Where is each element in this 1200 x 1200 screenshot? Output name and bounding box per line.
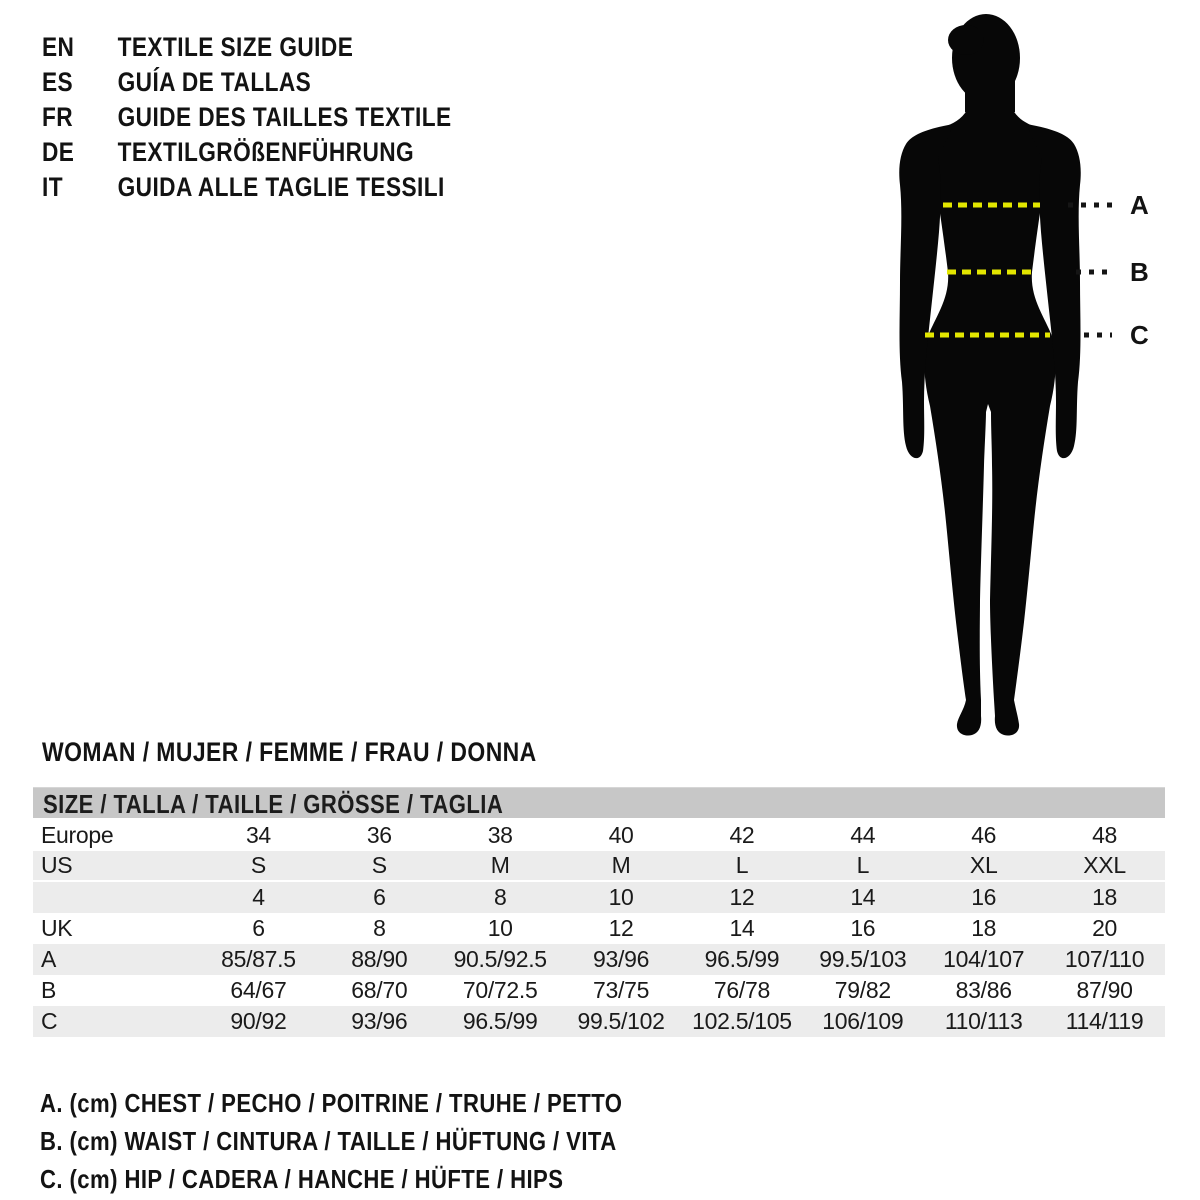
cell: 96.5/99 [704,946,780,972]
section-title-woman: WOMAN / MUJER / FEMME / FRAU / DONNA [42,737,537,767]
lang-code-it: IT [42,172,63,202]
cell: 4 [252,884,265,910]
cell: 93/96 [593,946,650,972]
lang-row-en [42,30,452,65]
cell: 44 [850,822,876,848]
cell: 85/87.5 [221,946,296,972]
cell: L [735,852,749,878]
cell: S [371,852,387,878]
cell: 68/70 [351,977,408,1003]
woman-silhouette-figure [860,10,1120,740]
note-hip: C. (cm) HIP / CADERA / HANCHE / HÜFTE / HIPS [40,1164,564,1194]
lang-code-es: ES [42,67,74,97]
lang-row-es [42,65,452,100]
cell: 79/82 [834,977,891,1003]
table-row-uk [33,913,1165,944]
cell: 12 [729,884,755,910]
cell: 6 [373,884,386,910]
cell: 114/119 [1065,1008,1144,1034]
cell: 10 [487,915,513,941]
table-row-europe [33,820,1165,851]
table-row-us [33,851,1165,882]
lang-label-it: GUIDA ALLE TAGLIE TESSILI [117,172,445,202]
cell: 8 [493,884,507,910]
cell: 38 [487,822,513,848]
cell: 99.5/102 [577,1008,665,1034]
size-table-header-label: SIZE / TALLA / TAILLE / GRÖSSE / TAGLIA [43,789,504,819]
table-row-hip-c [33,1006,1165,1037]
lang-row-fr [42,100,452,135]
cell: 40 [608,822,634,848]
cell: 70/72.5 [462,977,538,1003]
cell: 83/86 [955,977,1012,1003]
cell: M [611,852,631,878]
cell: 106/109 [822,1008,904,1034]
cell: 20 [1092,915,1118,941]
row-label: B [41,977,57,1003]
row-label: Europe [41,822,114,848]
cell: 90/92 [230,1008,287,1034]
lang-code-de: DE [42,137,75,167]
cell: 16 [971,884,997,910]
waist-marker-label: B [1130,257,1149,287]
cell: 107/110 [1064,946,1145,972]
lang-label-en: TEXTILE SIZE GUIDE [117,32,354,62]
cell: 64/67 [230,977,287,1003]
cell: 42 [729,822,755,848]
cell: 34 [245,822,271,848]
lang-label-es: GUÍA DE TALLAS [117,67,312,97]
row-label: C [41,1008,58,1034]
cell: XXL [1083,852,1126,878]
cell: 73/75 [593,977,650,1003]
cell: 14 [729,915,755,941]
measurement-notes [40,1084,622,1198]
cell: 96.5/99 [462,1008,538,1034]
lang-label-de: TEXTILGRÖßENFÜHRUNG [117,137,415,167]
note-chest: A. (cm) CHEST / PECHO / POITRINE / TRUHE / PETTO [40,1088,623,1118]
cell: 14 [850,884,876,910]
row-label: US [41,852,73,878]
cell: 10 [608,884,634,910]
silhouette-hair [948,25,984,55]
cell: M [490,852,510,878]
cell: 16 [850,915,876,941]
cell: 110/113 [944,1008,1023,1034]
lang-label-fr: GUIDE DES TAILLES TEXTILE [117,102,452,132]
row-label: A [41,946,57,972]
cell: 8 [373,915,386,941]
cell: 46 [971,822,997,848]
cell: L [856,852,870,878]
cell: 88/90 [351,946,408,972]
chest-marker-label: A [1130,190,1149,220]
cell: 18 [971,915,997,941]
cell: 12 [608,915,634,941]
cell: 99.5/103 [819,946,907,972]
lang-code-en: EN [42,32,75,62]
cell: 6 [252,915,265,941]
language-title-block [42,30,452,205]
cell: 48 [1092,822,1118,848]
cell: 104/107 [943,946,1025,972]
size-table [33,787,1165,1037]
cell: 93/96 [351,1008,408,1034]
size-table-header-bar [33,787,1165,818]
lang-code-fr: FR [42,102,74,132]
cell: 102.5/105 [692,1008,792,1034]
cell: 87/90 [1076,977,1133,1003]
table-row-chest-a [33,944,1165,975]
cell: XL [969,852,998,878]
cell: 36 [366,822,392,848]
lang-row-it [42,170,452,205]
cell: 18 [1092,884,1118,910]
row-label: UK [41,915,73,941]
table-row-us-numeric [33,882,1165,913]
cell: 90.5/92.5 [453,946,547,972]
table-row-waist-b [33,975,1165,1006]
silhouette-neck [965,68,1015,112]
lang-row-de [42,135,452,170]
hip-marker-label: C [1130,320,1149,350]
note-waist: B. (cm) WAIST / CINTURA / TAILLE / HÜFTUNG / VITA [40,1126,617,1156]
cell: S [250,852,266,878]
cell: 76/78 [713,977,770,1003]
